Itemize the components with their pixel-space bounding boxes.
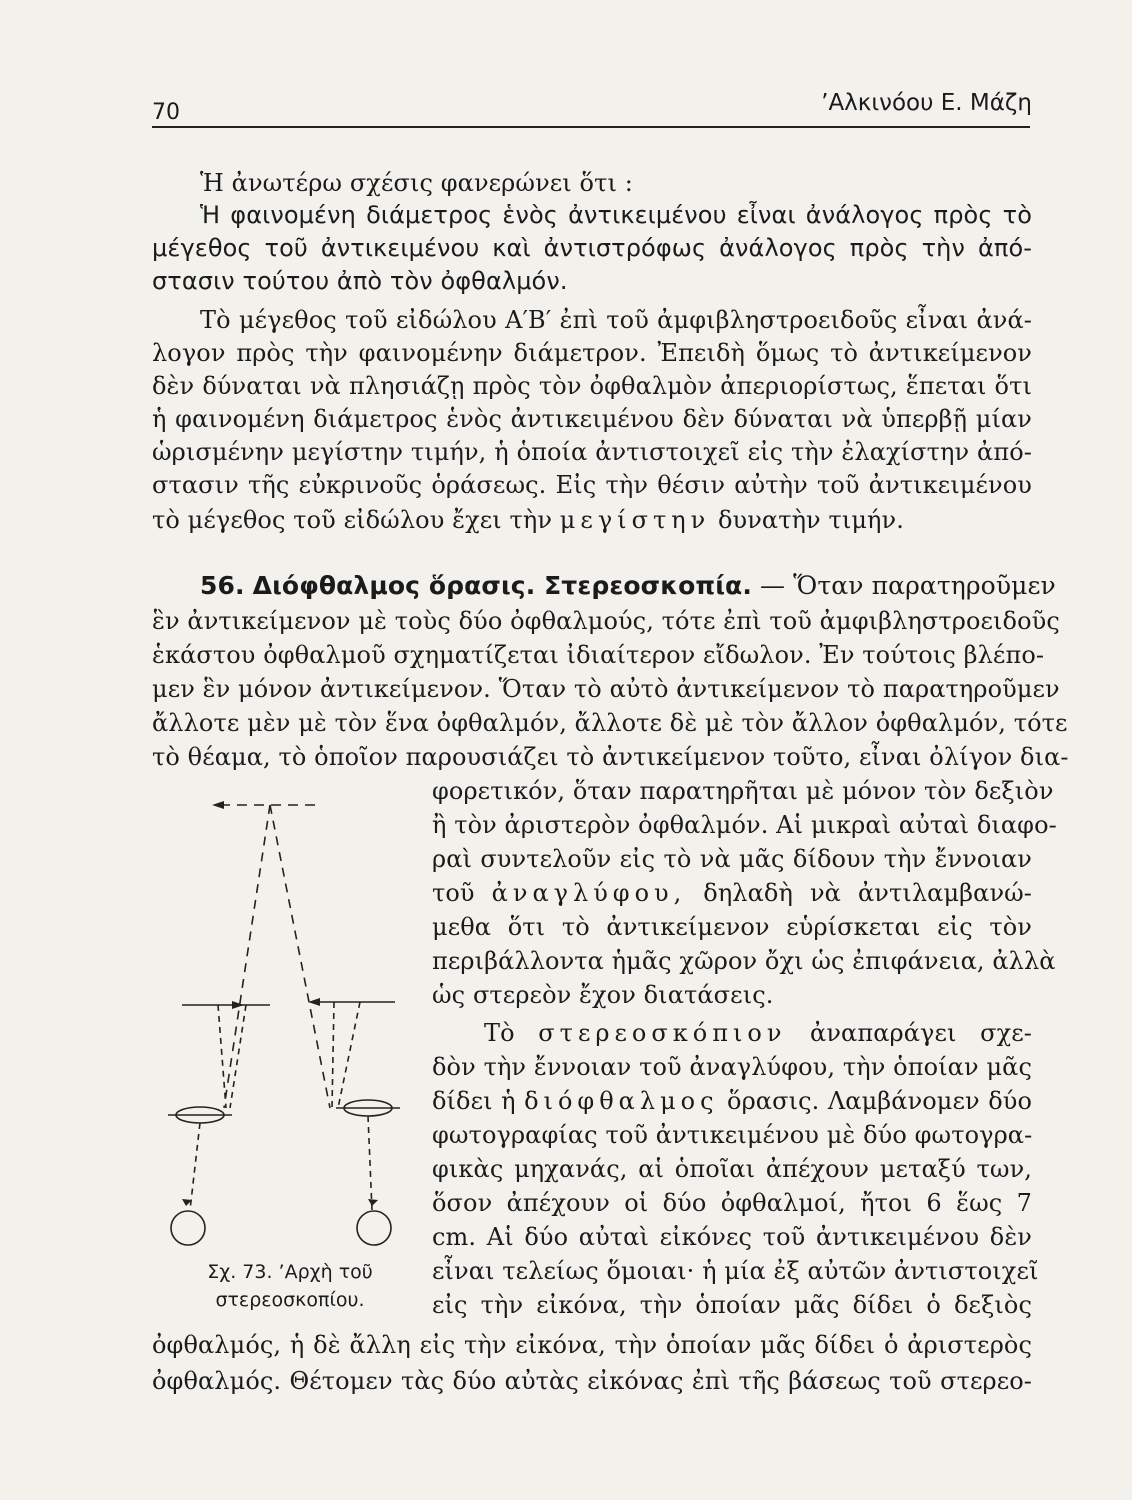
- left-ray: [224, 805, 270, 1108]
- paragraph2-line3-suffix: ὅρασις. Λαμβάνομεν δύο: [727, 1087, 1032, 1115]
- paragraph1-line-3: δὲν δύναται νὰ πλησιάζῃ πρὸς τὸν ὀφθαλμὸν ἀπεριορίστως, ἕπεται ὅτι: [152, 372, 1032, 400]
- law-line-3: στασιν τούτου ἀπὸ τὸν ὀφθαλμόν.: [152, 267, 568, 295]
- header-rule: [152, 126, 1030, 128]
- section56-narrow-2: ἢ τὸν ἀριστερὸν ὀφθαλμόν. Αἱ μικραὶ αὐταὶ διαφο-: [432, 811, 1057, 839]
- right-ray: [270, 805, 330, 1108]
- law-line-2: μέγεθος τοῦ ἀντικειμένου καὶ ἀντιστρόφως ἀνάλογος πρὸς τὴν ἀπό-: [152, 234, 1032, 262]
- spaced-word-maximum: μεγίστην: [559, 506, 711, 534]
- right-eye: [357, 1211, 391, 1245]
- paragraph1-line-4: ἡ φαινομένη διάμετρος ἑνὸς ἀντικειμένου δὲν δύναται νὰ ὑπερβῇ μίαν: [152, 405, 1032, 433]
- paragraph2-prefix: Τὸ: [484, 1019, 515, 1047]
- paragraph2-wide-2: ὀφθαλμός. Θέτομεν τὰς δύο αὐτὰς εἰκόνας ἐπὶ τῆς βάσεως τοῦ στερεο-: [152, 1367, 1032, 1395]
- section56-narrow-4: μεθα ὅτι τὸ ἀντικείμενον εὑρίσκεται εἰς τὸν: [432, 913, 1032, 941]
- section-heading-continuation: — Ὅταν παρατηροῦμεν: [759, 571, 1056, 600]
- anaglyph-prefix: τοῦ: [432, 879, 475, 907]
- right-eye-marker: [368, 1199, 378, 1206]
- figure-caption-line-2: στερεοσκοπίου.: [215, 1289, 365, 1311]
- section56-line-2: ἑκάστου ὀφθαλμοῦ σχηματίζεται ἰδιαίτερον εἴδωλον. Ἐν τούτοις βλέπο-: [152, 641, 1045, 669]
- section-number: 56.: [200, 571, 245, 600]
- paragraph2-line-2: δὸν τὴν ἔννοιαν τοῦ ἀναγλύφου, τὴν ὁποίαν μᾶς: [432, 1053, 1032, 1081]
- section56-line-4: ἄλλοτε μὲν μὲ τὸν ἕνα ὀφθαλμόν, ἄλλοτε δὲ μὲ τὸν ἄλλον ὀφθαλμόν, τότε: [152, 709, 1068, 737]
- paragraph1-line-6: στασιν τῆς εὐκρινοῦς ὁράσεως. Εἰς τὴν θέσιν αὐτὴν τοῦ ἀντικειμένου: [152, 471, 1032, 499]
- page-number: 70: [152, 100, 180, 125]
- paragraph2-line3-prefix: δίδει ἡ: [432, 1087, 516, 1115]
- left-eye: [171, 1211, 205, 1245]
- paragraph2-line-3: [432, 1086, 1032, 1116]
- paragraph1-line-5: ὡρισμένην μεγίστην τιμήν, ἡ ὁποία ἀντιστοιχεῖ εἰς τὴν ἐλαχίστην ἀπό-: [152, 438, 1032, 466]
- left-eye-ray: [190, 1123, 200, 1210]
- object-arrowhead: [212, 801, 224, 809]
- spaced-word-binocular: διόφθαλμος: [524, 1087, 719, 1115]
- right-image-arrowhead: [308, 998, 320, 1006]
- left-photo-ray-b: [230, 1005, 246, 1108]
- section56-line-3: μεν ἓν μόνον ἀντικείμενον. Ὅταν τὸ αὐτὸ ἀντικείμενον τὸ παρατηροῦμεν: [152, 675, 1060, 703]
- paragraph2-narrow-1: φωτογραφίας τοῦ ἀντικειμένου μὲ δύο φωτογρα-: [432, 1121, 1033, 1149]
- section56-line-5: τὸ θέαμα, τὸ ὁποῖον παρουσιάζει τὸ ἀντικείμενον τοῦτο, εἶναι ὀλίγον δια-: [152, 743, 1069, 771]
- section56-narrow-5: περιβάλλοντα ἡμᾶς χῶρον ὄχι ὡς ἐπιφάνεια, ἀλλὰ: [432, 947, 1056, 975]
- left-photo-ray-a: [218, 1005, 226, 1108]
- section56-line-1: ἓν ἀντικείμενον μὲ τοὺς δύο ὀφθαλμούς, τότε ἐπὶ τοῦ ἀμφιβληστροειδοῦς: [152, 607, 1060, 635]
- paragraph2-narrow-5: εἶναι τελείως ὅμοιαι· ἡ μία ἐξ αὐτῶν ἀντιστοιχεῖ: [432, 1257, 1039, 1285]
- paragraph2-wide-1: ὀφθαλμός, ἡ δὲ ἄλλη εἰς τὴν εἰκόνα, τὴν ὁποίαν μᾶς δίδει ὁ ἀριστερὸς: [152, 1331, 1032, 1359]
- figure-caption: [160, 1258, 420, 1314]
- section56-narrow-anaglyph: [432, 878, 1032, 908]
- page-header: [152, 82, 1032, 126]
- right-eye-ray: [368, 1116, 372, 1210]
- anaglyph-suffix: δηλαδὴ νὰ ἀντιλαμβανώ-: [703, 879, 1033, 907]
- paragraph1-last-start: τὸ μέγεθος τοῦ εἰδώλου ἔχει τὴν: [152, 506, 553, 534]
- law-line-1: Ἡ φαινομένη διάμετρος ἑνὸς ἀντικειμένου εἶναι ἀνάλογος πρὸς τὸ: [200, 201, 1032, 229]
- spaced-word-stereoscope: στερεοσκόπιον: [538, 1019, 787, 1047]
- paragraph2-narrow-3: ὅσον ἀπέχουν οἱ δύο ὀφθαλμοί, ἤτοι 6 ἕως 7: [432, 1189, 1032, 1217]
- spaced-word-anaglyph: ἀναγλύφου,: [491, 879, 687, 907]
- right-photo-ray-a: [332, 1002, 334, 1108]
- section-heading: [200, 571, 1056, 601]
- section56-narrow-6: ὡς στερεὸν ἔχον διατάσεις.: [432, 981, 774, 1009]
- left-image-arrowhead: [232, 1001, 244, 1009]
- relation-text: Ἡ ἀνωτέρω σχέσις φανερώνει ὅτι :: [200, 169, 633, 197]
- stereoscope-diagram: [160, 790, 420, 1250]
- figure-caption-line-1: Σχ. 73. ’Αρχὴ τοῦ: [207, 1261, 373, 1283]
- paragraph2-narrow-2: φικὰς μηχανάς, αἱ ὁποῖαι ἀπέχουν μεταξύ των,: [432, 1155, 1032, 1183]
- paragraph2-line-1: [484, 1018, 1032, 1048]
- section-title: Διόφθαλμος ὅρασις. Στερεοσκοπία.: [252, 571, 752, 600]
- right-photo-ray-b: [338, 1002, 360, 1108]
- paragraph2-narrow-4: cm. Αἱ δύο αὐταὶ εἰκόνες τοῦ ἀντικειμένου δὲν: [432, 1223, 1032, 1251]
- paragraph1-line-2: λογον πρὸς τὴν φαινομένην διάμετρον. Ἐπειδὴ ὅμως τὸ ἀντικείμενον: [152, 339, 1032, 367]
- paragraph2-suffix: ἀναπαράγει σχε-: [810, 1019, 1032, 1047]
- section56-narrow-1: φορετικόν, ὅταν παρατηρῆται μὲ μόνον τὸν δεξιὸν: [432, 777, 1054, 805]
- section56-narrow-3: ραὶ συντελοῦν εἰς τὸ νὰ μᾶς δίδουν τὴν ἔννοιαν: [432, 845, 1032, 873]
- paragraph1-line-1: Τὸ μέγεθος τοῦ εἰδώλου Α′Β′ ἐπὶ τοῦ ἀμφιβληστροειδοῦς εἶναι ἀνά-: [200, 306, 1032, 334]
- paragraph1-line-7: [152, 505, 904, 535]
- paragraph1-last-end: δυνατὴν τιμήν.: [717, 506, 904, 534]
- running-head: ’Αλκινόου Ε. Μάζη: [821, 90, 1032, 116]
- paragraph2-narrow-6: εἰς τὴν εἰκόνα, τὴν ὁποίαν μᾶς δίδει ὁ δεξιὸς: [432, 1291, 1032, 1319]
